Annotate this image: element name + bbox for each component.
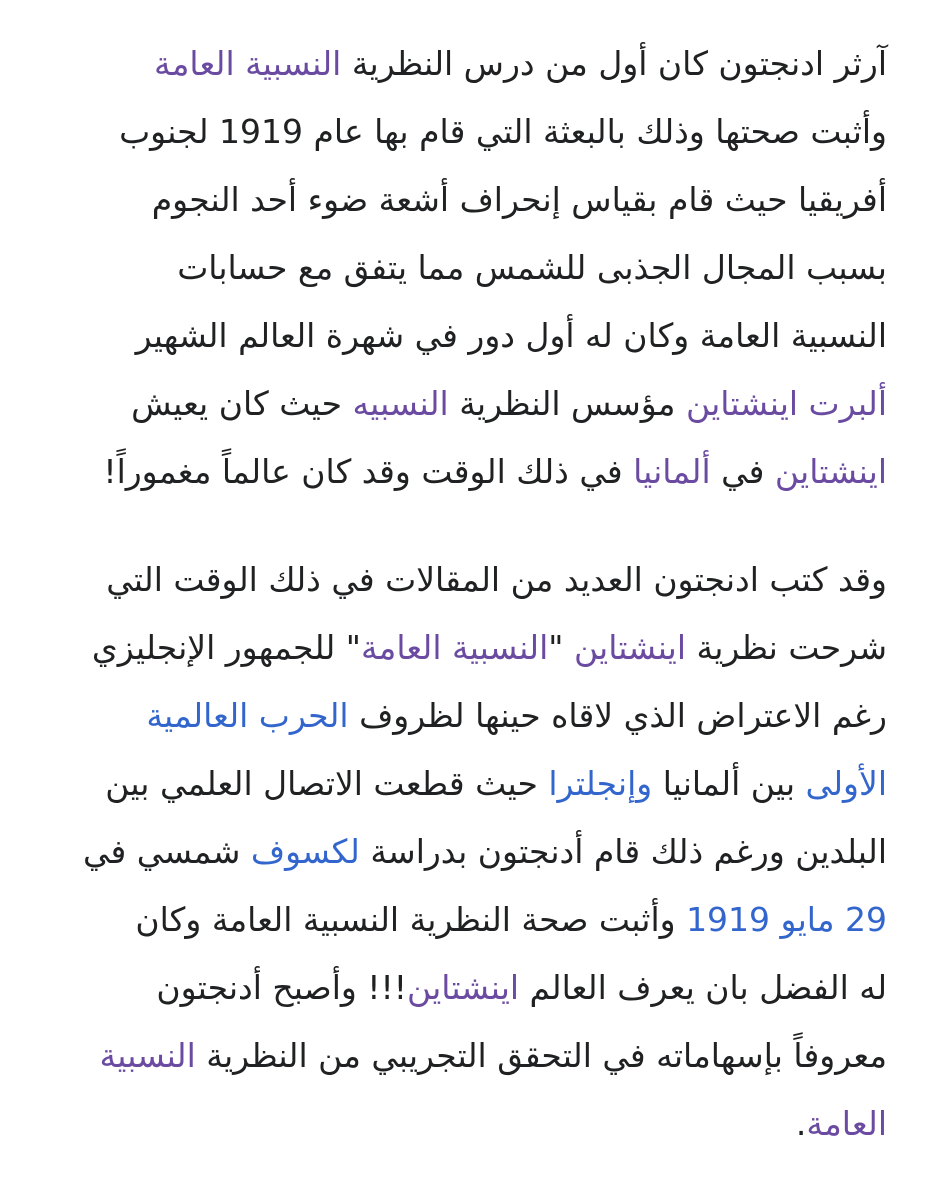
text-run: آرثر ادنجتون كان أول من درس النظرية — [341, 44, 887, 83]
paragraph1-line — [152, 178, 887, 222]
text-run: البلدين ورغم ذلك قام أدنجتون بدراسة — [359, 832, 887, 871]
text-run: في ذلك الوقت وقد كان عالماً مغموراً! — [103, 452, 634, 491]
article-link[interactable]: النسبية — [99, 1036, 196, 1075]
text-run: النسبية العامة وكان له أول دور في شهرة العالم الشهير — [135, 316, 887, 355]
text-run: وقد كتب ادنجتون العديد من المقالات في ذلك الوقت التي — [106, 560, 887, 599]
text-run: معروفاً بإسهاماته في التحقق التجريبي من النظرية — [195, 1036, 887, 1075]
text-run: شرحت نظرية — [686, 628, 887, 667]
article-link[interactable]: اينشتاين — [573, 628, 687, 667]
article-link[interactable]: ألمانيا — [633, 452, 711, 491]
paragraph2-line — [100, 1034, 887, 1078]
text-run: رغم الاعتراض الذي لاقاه حينها لظروف — [348, 696, 887, 735]
text-run: مؤسس النظرية — [448, 384, 686, 423]
paragraph1-line — [154, 42, 887, 86]
paragraph1-line — [177, 246, 887, 290]
text-run: في — [710, 452, 775, 491]
paragraph2-line — [83, 830, 887, 874]
paragraph2-line — [146, 694, 887, 738]
paragraph1-line — [119, 110, 887, 154]
text-run: شمسي في — [82, 832, 251, 871]
paragraph2-line — [105, 762, 887, 806]
article-link[interactable]: وإنجلترا — [548, 764, 653, 803]
article-link[interactable]: 29 مايو 1919 — [686, 900, 887, 939]
paragraph2-line — [156, 966, 887, 1010]
article-link[interactable]: الأولى — [805, 764, 887, 803]
article-link[interactable]: لكسوف — [250, 832, 360, 871]
text-run: " — [548, 628, 574, 667]
text-run: وأثبت صحة النظرية النسبية العامة وكان — [135, 900, 687, 939]
text-run: بين ألمانيا — [652, 764, 806, 803]
text-run: أفريقيا حيث قام بقياس إنحراف أشعة ضوء أحد النجوم — [151, 180, 887, 219]
paragraph1-line — [136, 314, 887, 358]
paragraph1-line — [103, 450, 887, 494]
text-run: حيث قطعت الاتصال العلمي بين — [105, 764, 549, 803]
text-run: . — [795, 1104, 807, 1143]
text-run: حيث كان يعيش — [131, 384, 353, 423]
article-link[interactable]: العامة — [806, 1104, 887, 1143]
article-link[interactable]: الحرب العالمية — [146, 696, 349, 735]
paragraph2-line — [135, 898, 887, 942]
text-run: !!! وأصبح أدنجتون — [156, 968, 407, 1007]
paragraph2-line — [106, 558, 887, 602]
article-link[interactable]: اينشتاين — [774, 452, 887, 491]
article-link[interactable]: النسبية العامة — [154, 44, 342, 83]
text-run: وأثبت صحتها وذلك بالبعثة التي قام بها عام 1919 لجنوب — [119, 112, 887, 151]
paragraph1-line — [131, 382, 887, 426]
text-run: " للجمهور الإنجليزي — [91, 628, 361, 667]
article-link[interactable]: ألبرت اينشتاين — [685, 384, 887, 423]
article-link[interactable]: النسبيه — [352, 384, 449, 423]
article-link[interactable]: النسبية العامة — [360, 628, 549, 667]
text-run: بسبب المجال الجذبى للشمس مما يتفق مع حسابات — [177, 248, 887, 287]
text-run: له الفضل بان يعرف العالم — [519, 968, 887, 1007]
article-link[interactable]: اينشتاين — [406, 968, 520, 1007]
paragraph2-line — [92, 626, 887, 670]
paragraph2-line — [796, 1102, 887, 1146]
